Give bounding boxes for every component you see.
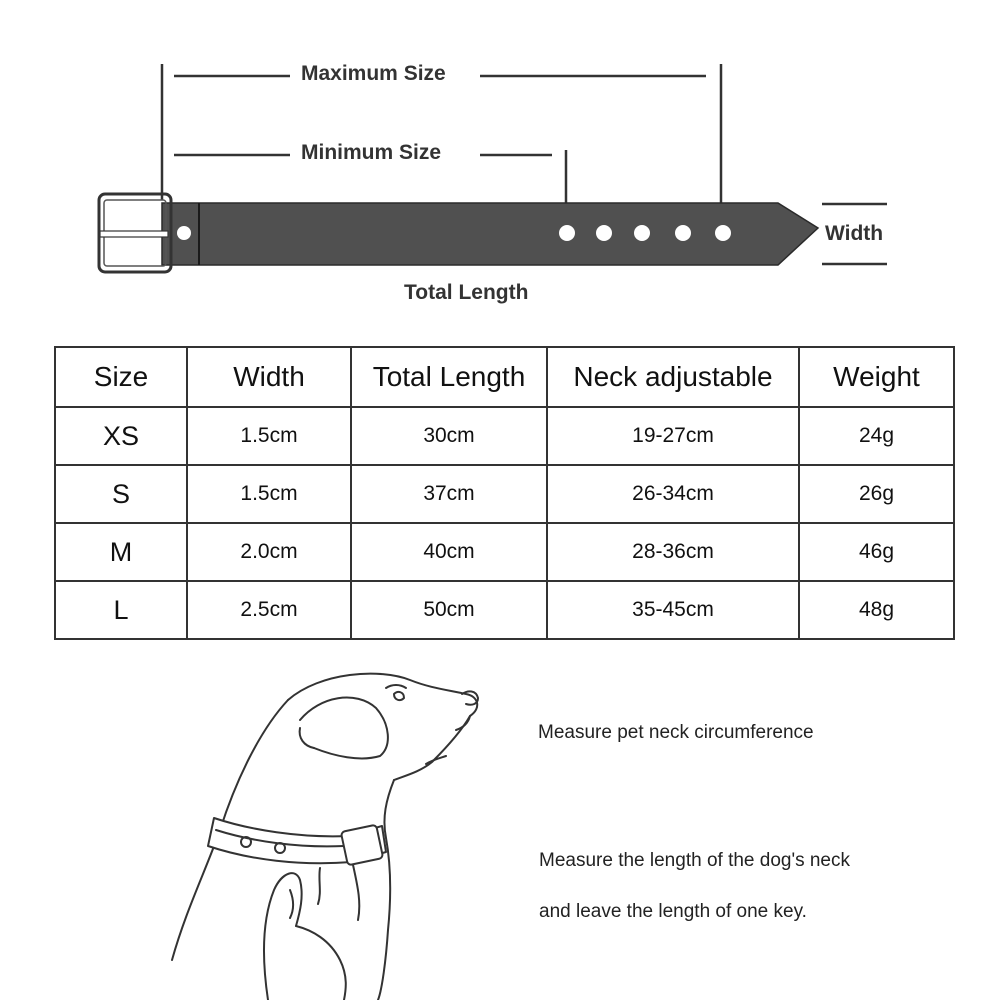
strap-hole-icon [177, 226, 191, 240]
strap-hole-icon [675, 225, 691, 241]
width-cell: 1.5cm [187, 407, 351, 465]
neck-adjustable-cell: 26-34cm [547, 465, 799, 523]
size-cell: M [55, 523, 187, 581]
total-length-label: Total Length [404, 281, 529, 304]
size-cell: L [55, 581, 187, 639]
table-row [55, 523, 954, 581]
weight-cell: 24g [799, 407, 954, 465]
total-length-cell: 40cm [351, 523, 547, 581]
weight-cell: 26g [799, 465, 954, 523]
size-table [54, 346, 955, 640]
header-neck-adjustable: Neck adjustable [547, 347, 799, 407]
strap-hole-icon [559, 225, 575, 241]
neck-adjustable-cell: 35-45cm [547, 581, 799, 639]
dog-illustration [150, 660, 510, 1000]
header-size: Size [55, 347, 187, 407]
table-header-row [55, 347, 954, 407]
maximum-size-label: Maximum Size [301, 62, 446, 85]
neck-adjustable-cell: 28-36cm [547, 523, 799, 581]
table-row [55, 465, 954, 523]
width-cell: 2.0cm [187, 523, 351, 581]
size-cell: XS [55, 407, 187, 465]
buckle-pin [100, 231, 168, 237]
header-weight: Weight [799, 347, 954, 407]
total-length-cell: 37cm [351, 465, 547, 523]
width-cell: 2.5cm [187, 581, 351, 639]
strap-hole-icon [634, 225, 650, 241]
table-row [55, 407, 954, 465]
weight-cell: 46g [799, 523, 954, 581]
header-width: Width [187, 347, 351, 407]
measure-length-note-line2: and leave the length of one key. [539, 901, 807, 922]
strap-hole-icon [715, 225, 731, 241]
weight-cell: 48g [799, 581, 954, 639]
total-length-cell: 30cm [351, 407, 547, 465]
width-label: Width [825, 222, 884, 245]
strap-hole-icon [596, 225, 612, 241]
neck-adjustable-cell: 19-27cm [547, 407, 799, 465]
minimum-size-label: Minimum Size [301, 141, 442, 164]
size-cell: S [55, 465, 187, 523]
total-length-cell: 50cm [351, 581, 547, 639]
measure-circumference-note: Measure pet neck circumference [538, 722, 814, 743]
width-cell: 1.5cm [187, 465, 351, 523]
table-row [55, 581, 954, 639]
collar-diagram [0, 0, 1000, 320]
measure-length-note-line1: Measure the length of the dog's neck [539, 850, 850, 871]
header-total-length: Total Length [351, 347, 547, 407]
